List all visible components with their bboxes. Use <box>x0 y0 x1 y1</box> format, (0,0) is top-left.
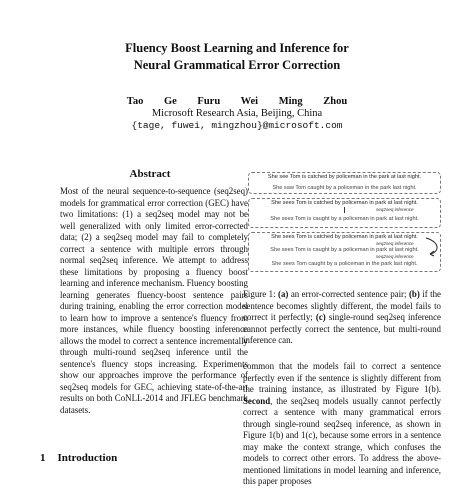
section-heading <box>40 452 129 464</box>
title-line-1: Fluency Boost Learning and Inference for <box>125 41 349 55</box>
figure-caption <box>243 289 441 347</box>
abstract-heading: Abstract <box>129 168 171 180</box>
right-text-part2: , the seq2seq models usually cannot perfectly correct a sentence with many grammatical errors through single-round seq2seq inference, as shown in Figure 1(b) and 1(c), because some errors in a sentence may make the context strange, which confuses the models to correct other errors. To address the above-mentioned limitations in model learning and inference, this paper proposes <box>243 395 441 486</box>
abstract-text: Most of the neural sequence-to-sequence (seq2seq) models for grammatical error correction (GEC) have two limitations: (1) a seq2seq model may not be well generalized with only limited error-corrected data; (2) a seq2seq model may fail to completely correct a sentence with multiple errors through normal seq2seq inference. We attempt to address these limitations by proposing a fluency boost learning and inference mechanism. Fluency boosting learning generates fluency-boost sentence pairs during training, enabling the error correction model to learn how to improve a sentence's fluency from more instances, while fluency boosting inference allows the model to correct a sentence incrementally through multi-round seq2seq inference until the sentence's fluency stops increasing. Experiments show our approaches improve the performance of seq2seq models for GEC, achieving state-of-the-art results on both CoNLL-2014 and JFLEG benchmark datasets. <box>60 186 248 415</box>
seq2seq-label-c1: seq2seq inference <box>376 241 414 246</box>
caption-b-text: if the sentence becomes slightly different, the model fails to correct it perfectly; <box>243 289 441 322</box>
example-c-output: She sees Tom caught by a policeman in the park last night. <box>271 261 418 267</box>
example-b-output: She sees Tom is caught by a policeman in park at last night. <box>270 216 419 222</box>
figure-1 <box>248 172 441 274</box>
caption-a-label: (a) <box>278 289 289 299</box>
affiliation: Microsoft Research Asia, Beijing, China <box>151 108 323 119</box>
example-a-output: She saw Tom caught by a policeman in the park last night. <box>272 185 417 191</box>
intro-right-column <box>243 361 441 488</box>
author-block <box>0 96 474 132</box>
section-number: 1 <box>40 452 46 464</box>
caption-b-label: (b) <box>408 289 420 299</box>
curved-arrow-icon <box>248 172 441 274</box>
caption-prefix: Figure 1: <box>243 289 276 299</box>
paper-title <box>0 40 474 74</box>
example-a-input: She see Tom is catched by policeman in the park at last night. <box>267 174 422 180</box>
author-emails: {tage, fuwei, mingzhou}@microsoft.com <box>131 120 343 131</box>
author-names: Tao Ge Furu Wei Ming Zhou <box>126 96 348 107</box>
caption-a-text: an error-corrected sentence pair; <box>288 289 409 299</box>
right-text-second: Second <box>243 395 271 406</box>
right-text-part1: common that the models fail to correct a sentence perfectly even if the sentence is slightly different from the training instance, as illustrated by Figure 1(b). <box>243 361 441 394</box>
abstract-body <box>60 186 248 416</box>
example-c-input: She sees Tom is catched by policeman in park at last night. <box>271 234 418 240</box>
title-line-2: Neural Grammatical Error Correction <box>133 58 341 72</box>
section-title: Introduction <box>57 452 118 464</box>
caption-c-label: (c) <box>315 312 326 322</box>
seq2seq-label-c2: seq2seq inference <box>376 254 414 259</box>
example-b-input: She sees Tom is catched by policeman in park at last night. <box>271 200 418 206</box>
seq2seq-label-b: seq2seq inference <box>376 207 414 212</box>
example-c-mid: She sees Tom is caught by a policeman in park at last night. <box>270 247 419 253</box>
caption-c-text: single-round seq2seq inference cannot perfectly correct the sentence, but multi-round inference can. <box>243 312 441 345</box>
